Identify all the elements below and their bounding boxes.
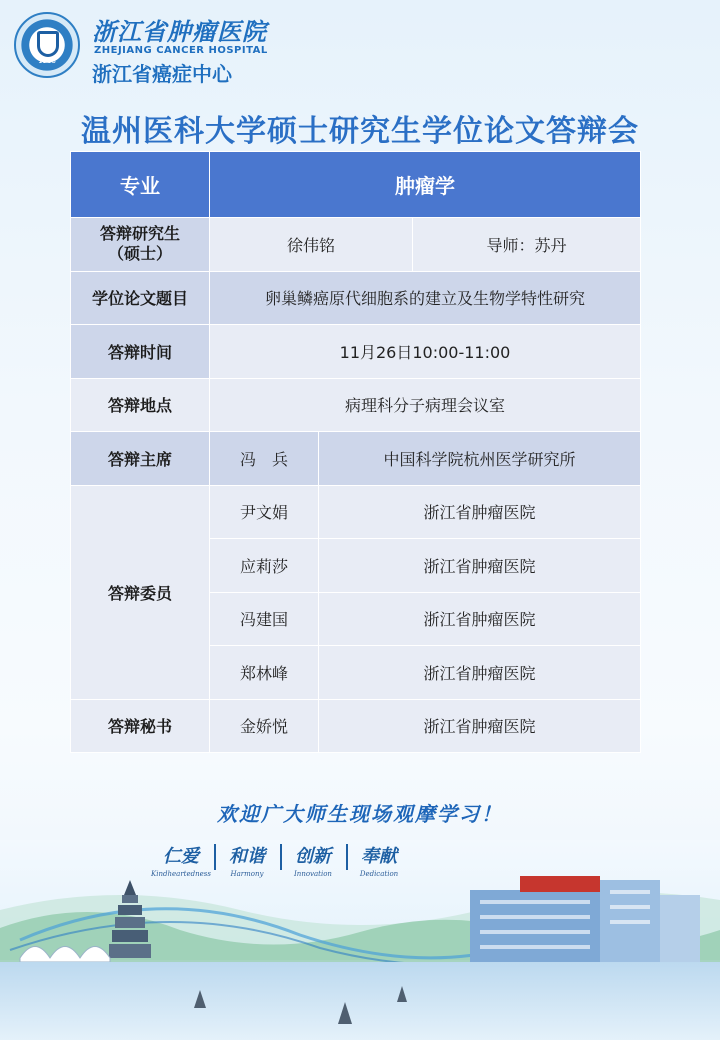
value-cn: 奉献 — [361, 846, 397, 867]
time-label: 答辩时间 — [71, 325, 210, 379]
member-name: 应莉莎 — [210, 539, 319, 593]
value-item — [216, 842, 278, 878]
value-cn: 仁爱 — [163, 846, 199, 867]
hospital-name-cn: 浙江省肿瘤医院 — [92, 17, 267, 46]
value-en: Innovation — [294, 870, 332, 878]
hospital-logo — [14, 12, 80, 78]
value-cn: 创新 — [295, 846, 331, 867]
secretary-row — [71, 699, 641, 753]
member-org: 浙江省肿瘤医院 — [319, 646, 641, 700]
member-name: 尹文娟 — [210, 485, 319, 539]
major-label: 专业 — [71, 152, 210, 218]
members-label: 答辩委员 — [71, 485, 210, 699]
cancer-center-name: 浙江省癌症中心 — [92, 62, 232, 86]
value-en: Harmony — [230, 870, 264, 878]
value-item — [150, 842, 212, 878]
location-row — [71, 378, 641, 432]
member-org: 浙江省肿瘤医院 — [319, 539, 641, 593]
table-header-row — [71, 152, 641, 218]
lake-water — [0, 962, 720, 1040]
secretary-org: 浙江省肿瘤医院 — [319, 699, 641, 753]
member-name: 冯建国 — [210, 592, 319, 646]
hospital-values — [150, 842, 410, 882]
hospital-header — [14, 10, 274, 86]
welcome-slogan: 欢迎广大师生现场观摩学习！ — [217, 802, 503, 826]
hospital-name-en: ZHEJIANG CANCER HOSPITAL — [94, 45, 268, 56]
member-org: 浙江省肿瘤医院 — [319, 485, 641, 539]
student-label — [71, 218, 210, 272]
shield-icon — [37, 31, 59, 57]
chair-name: 冯 兵 — [210, 432, 319, 486]
value-cn: 和谐 — [229, 846, 265, 867]
chair-org: 中国科学院杭州医学研究所 — [319, 432, 641, 486]
location-value: 病理科分子病理会议室 — [210, 378, 641, 432]
chair-label: 答辩主席 — [71, 432, 210, 486]
student-label-text: 答辩研究生（硕士） — [99, 224, 180, 264]
value-en: Kindheartedness — [151, 870, 211, 878]
student-name: 徐伟铭 — [210, 218, 413, 272]
location-label: 答辩地点 — [71, 378, 210, 432]
chair-row — [71, 432, 641, 486]
time-value: 11月26日10:00-11:00 — [210, 325, 641, 379]
value-item — [282, 842, 344, 878]
value-item — [348, 842, 410, 878]
secretary-name: 金娇悦 — [210, 699, 319, 753]
advisor-name: 导师：苏丹 — [413, 218, 641, 272]
thesis-title: 卵巢鳞癌原代细胞系的建立及生物学特性研究 — [210, 271, 641, 325]
secretary-label: 答辩秘书 — [71, 699, 210, 753]
stadium — [20, 947, 110, 963]
page-title: 温州医科大学硕士研究生学位论文答辩会 — [81, 114, 639, 149]
thesis-label: 学位论文题目 — [71, 271, 210, 325]
time-row — [71, 325, 641, 379]
member-name: 郑林峰 — [210, 646, 319, 700]
thesis-row — [71, 271, 641, 325]
defense-info-table — [70, 151, 640, 753]
value-en: Dedication — [359, 870, 399, 878]
student-row — [71, 218, 641, 272]
member-row — [71, 485, 641, 539]
major-value: 肿瘤学 — [210, 152, 641, 218]
logo-year: 1963 — [38, 57, 56, 65]
member-org: 浙江省肿瘤医院 — [319, 592, 641, 646]
